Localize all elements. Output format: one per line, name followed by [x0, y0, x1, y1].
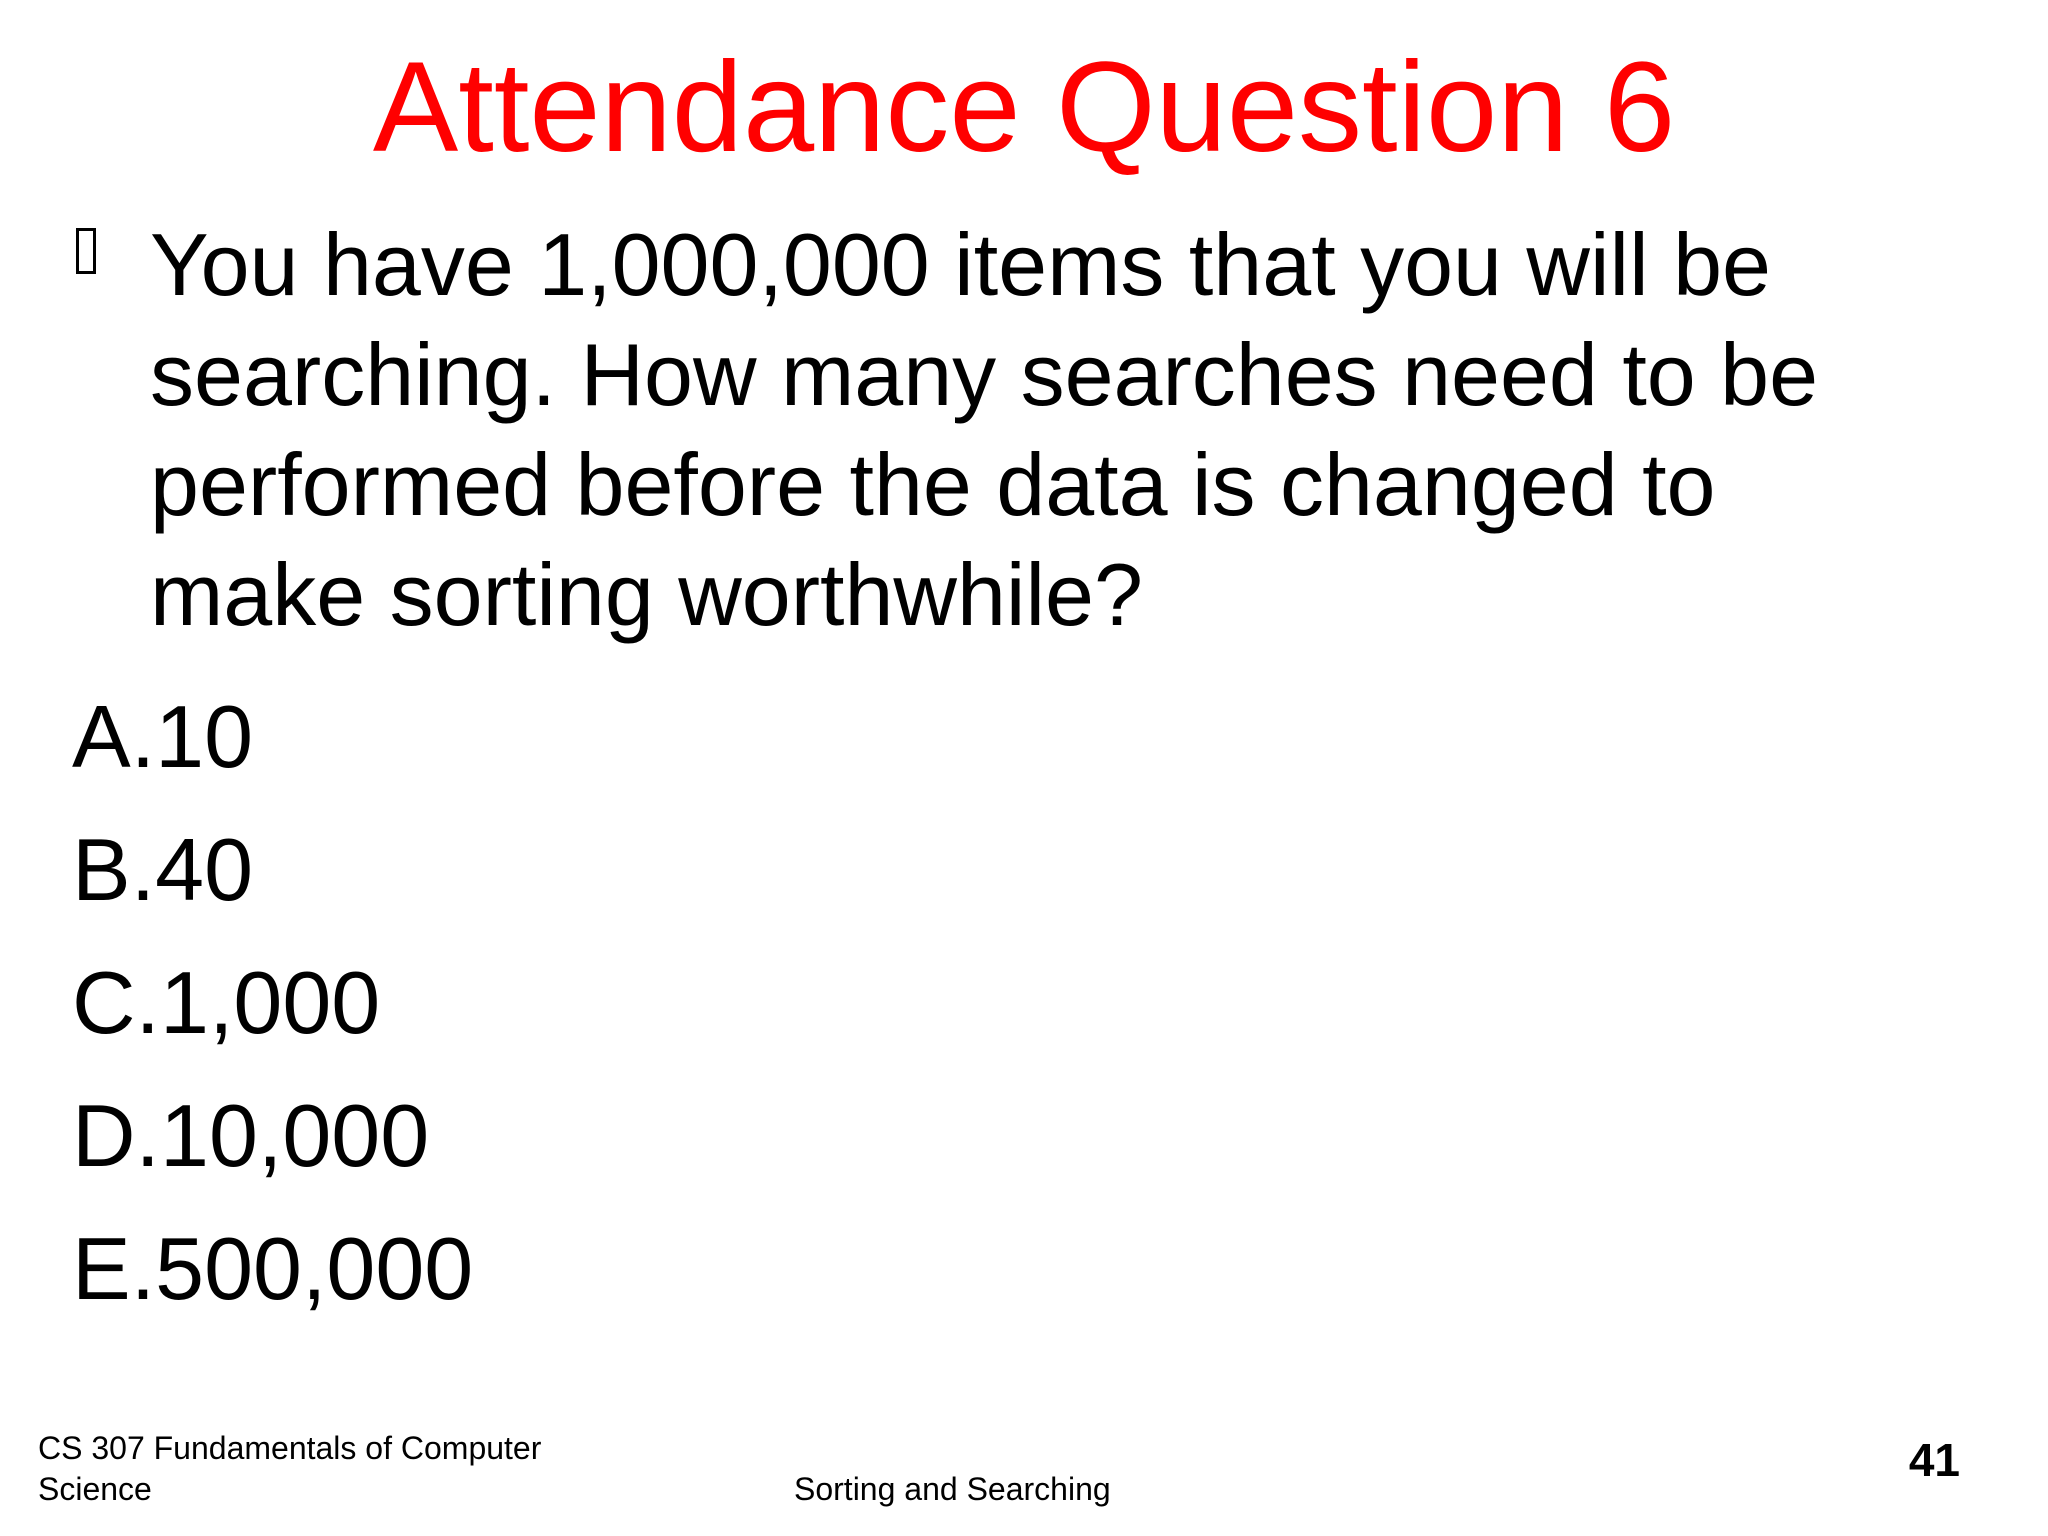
slide-title: Attendance Question 6 — [372, 36, 1676, 179]
question-line: You have 1,000,000 items that you will be — [150, 215, 1771, 314]
option-a: A.10 — [72, 687, 254, 786]
option-b: B.40 — [72, 820, 254, 919]
footer-topic: Sorting and Searching — [794, 1471, 1111, 1507]
option-e: E.500,000 — [72, 1219, 474, 1318]
question-text — [150, 210, 2010, 650]
option-d: D.10,000 — [72, 1086, 430, 1185]
question-line: performed before the data is changed to — [150, 435, 1716, 534]
question-line: searching. How many searches need to be — [150, 325, 1819, 424]
footer-course — [38, 1428, 658, 1510]
square-bullet-icon — [76, 228, 96, 274]
option-c: C.1,000 — [72, 953, 381, 1052]
page-number: 41 — [1908, 1434, 1960, 1486]
question-line: make sorting worthwhile? — [150, 545, 1143, 644]
footer-course-line: Science — [38, 1471, 152, 1507]
answer-options — [72, 670, 1272, 1335]
footer-course-line: CS 307 Fundamentals of Computer — [38, 1430, 542, 1466]
